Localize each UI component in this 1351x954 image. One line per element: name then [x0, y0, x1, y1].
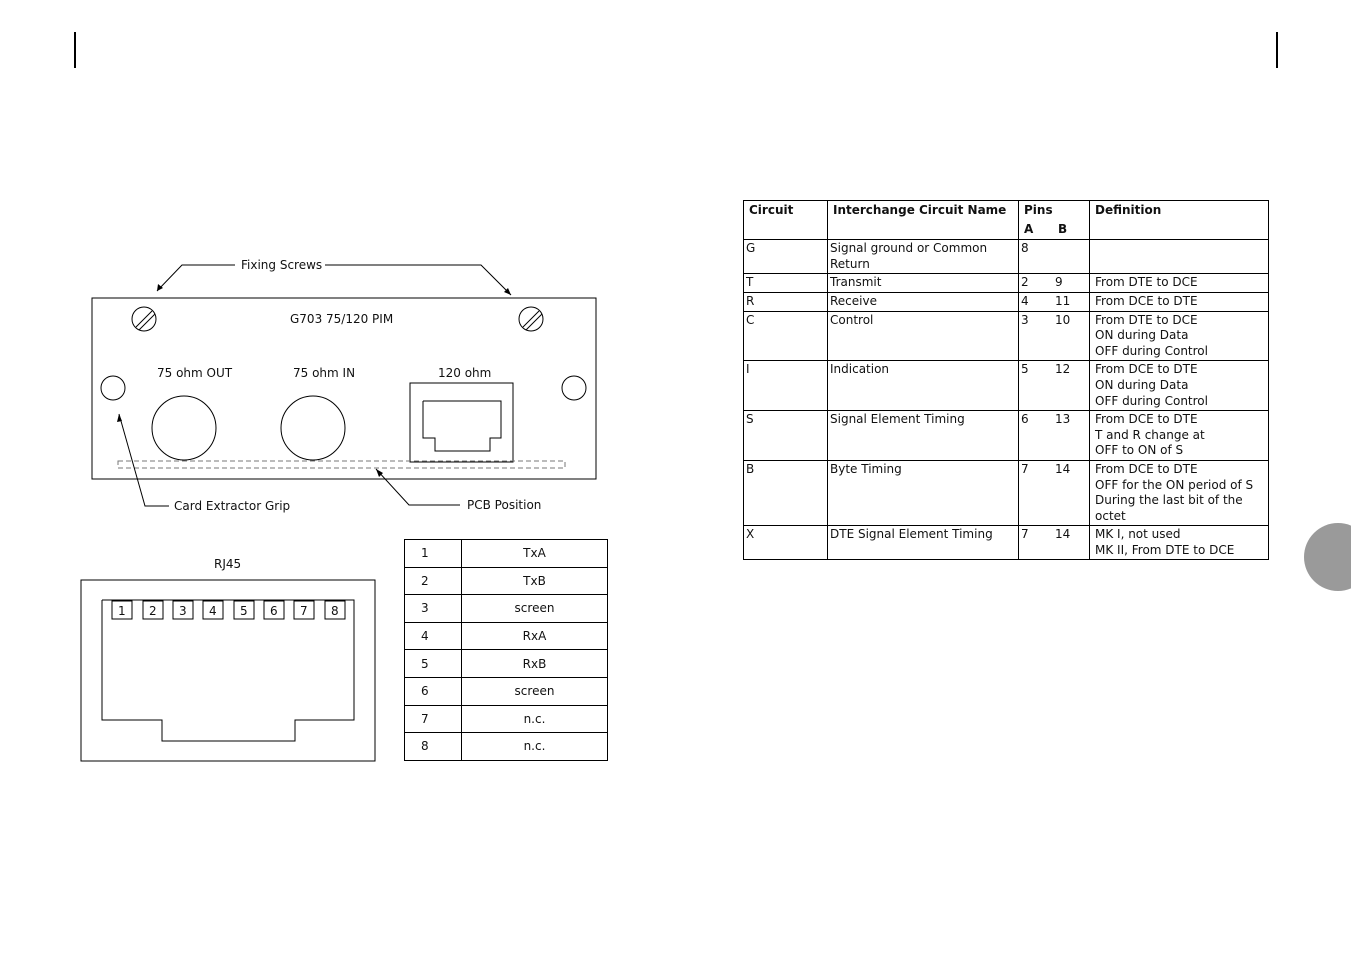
pin-b-value: 14	[1055, 461, 1071, 476]
rj45-pin-label: 6	[270, 604, 278, 618]
pin-a-header: A	[1024, 221, 1034, 236]
pin-number: 2	[405, 567, 462, 595]
circuit-name: Indication	[828, 361, 1019, 411]
circuit-pins	[1019, 526, 1090, 560]
screw-icon	[519, 307, 543, 331]
circuit-code: S	[744, 411, 828, 461]
pim-title: G703 75/120 PIM	[290, 312, 394, 326]
pin-number: 3	[405, 595, 462, 623]
rj45-pin-row	[112, 601, 345, 619]
pin-signal: n.c.	[462, 705, 608, 733]
definition-line: OFF during Control	[1095, 343, 1208, 358]
circuit-code: X	[744, 526, 828, 560]
circuit-name: DTE Signal Element Timing	[828, 526, 1019, 560]
extractor-hole-right	[562, 376, 586, 400]
pin-b-value: 14	[1055, 527, 1071, 542]
pin-b-value: 9	[1055, 275, 1063, 290]
bnc-in-connector	[281, 396, 345, 460]
fixing-screws-label: Fixing Screws	[241, 258, 323, 272]
circuit-definition	[1090, 526, 1269, 560]
table-row	[744, 292, 1269, 311]
table-row	[744, 274, 1269, 293]
table-row	[405, 595, 608, 623]
rj45-pin-label: 2	[149, 604, 157, 618]
pin-signal: RxB	[462, 650, 608, 678]
definition-line: OFF to ON of S	[1095, 443, 1184, 458]
fixing-screws-leader-right	[325, 265, 511, 295]
pcb-position-label: PCB Position	[467, 498, 542, 512]
pin-signal: TxA	[462, 540, 608, 568]
rj45-pin-label: 1	[118, 604, 126, 618]
card-extractor-leader	[119, 414, 169, 506]
circuit-pins	[1019, 411, 1090, 461]
circuit-definition	[1090, 240, 1269, 274]
table-row	[744, 526, 1269, 560]
pin-number: 1	[405, 540, 462, 568]
table-row	[405, 705, 608, 733]
pin-b-header: B	[1058, 221, 1068, 236]
table-row	[405, 677, 608, 705]
port-120-label: 120 ohm	[438, 366, 492, 380]
pin-a-value: 7	[1021, 527, 1029, 542]
pin-a-value: 5	[1021, 362, 1029, 377]
pin-number: 5	[405, 650, 462, 678]
rj45-pin-label: 8	[331, 604, 339, 618]
circuit-code: T	[744, 274, 828, 293]
circuit-definition	[1090, 460, 1269, 525]
pin-number: 8	[405, 733, 462, 761]
definition-line: From DCE to DTE	[1095, 461, 1198, 476]
rj45-pin-label: 7	[300, 604, 308, 618]
circuit-code: B	[744, 460, 828, 525]
circuit-pins	[1019, 311, 1090, 361]
pin-b-value: 11	[1055, 293, 1071, 308]
rj45-socket-outline	[410, 383, 513, 462]
col-header-definition: Definition	[1090, 201, 1269, 240]
card-extractor-label: Card Extractor Grip	[174, 499, 291, 513]
col-header-name: Interchange Circuit Name	[828, 201, 1019, 240]
fixing-screws-leader-left	[157, 265, 235, 291]
rj45-pin-label: 3	[179, 604, 187, 618]
table-row	[744, 411, 1269, 461]
pin-b-value: 12	[1055, 362, 1071, 377]
definition-line: T and R change at	[1095, 427, 1205, 442]
table-row	[744, 460, 1269, 525]
circuit-pins	[1019, 240, 1090, 274]
definition-line: MK II, From DTE to DCE	[1095, 542, 1235, 557]
pin-a-value: 3	[1021, 312, 1029, 327]
col-header-pins	[1019, 201, 1090, 240]
rj45-pin-label: 4	[209, 604, 217, 618]
table-row	[744, 311, 1269, 361]
circuit-definition	[1090, 361, 1269, 411]
circuit-pins	[1019, 361, 1090, 411]
definition-line: From DCE to DTE	[1095, 412, 1198, 427]
definition-line: From DCE to DTE	[1095, 362, 1198, 377]
pin-a-value: 7	[1021, 461, 1029, 476]
col-header-circuit: Circuit	[744, 201, 828, 240]
pin-number: 6	[405, 677, 462, 705]
pin-signal: screen	[462, 595, 608, 623]
pcb-position-leader	[376, 469, 460, 505]
port-75-out-label: 75 ohm OUT	[157, 366, 233, 380]
circuit-name: Signal Element Timing	[828, 411, 1019, 461]
circuit-code: G	[744, 240, 828, 274]
table-row	[744, 361, 1269, 411]
pin-number: 7	[405, 705, 462, 733]
rj45-title: RJ45	[214, 557, 242, 571]
circuit-name: Byte Timing	[828, 460, 1019, 525]
rj45-pin-table	[404, 539, 608, 761]
port-75-in-label: 75 ohm IN	[293, 366, 356, 380]
pin-a-value: 4	[1021, 293, 1029, 308]
circuit-code: R	[744, 292, 828, 311]
right-margin-mark	[1276, 32, 1278, 68]
pin-b-value: 10	[1055, 312, 1071, 327]
definition-line: OFF during Control	[1095, 393, 1208, 408]
definition-line: From DCE to DTE	[1095, 293, 1198, 308]
circuit-definition	[1090, 411, 1269, 461]
rj45-pin-label: 5	[240, 604, 248, 618]
circuit-pins	[1019, 460, 1090, 525]
table-row	[405, 540, 608, 568]
circuit-definition	[1090, 292, 1269, 311]
definition-line: From DTE to DCE	[1095, 275, 1198, 290]
definition-line: During the last bit of the octet	[1095, 493, 1243, 523]
circuit-code: I	[744, 361, 828, 411]
interchange-circuit-table	[743, 200, 1269, 560]
definition-line: MK I, not used	[1095, 527, 1181, 542]
pin-a-value: 8	[1021, 241, 1029, 256]
definition-line: From DTE to DCE	[1095, 312, 1198, 327]
rj45-socket-icon	[423, 401, 501, 451]
circuit-name: Receive	[828, 292, 1019, 311]
circuit-definition	[1090, 311, 1269, 361]
pin-signal: TxB	[462, 567, 608, 595]
pin-a-value: 6	[1021, 412, 1029, 427]
table-row	[405, 567, 608, 595]
circuit-pins	[1019, 274, 1090, 293]
pin-b-value: 13	[1055, 412, 1071, 427]
circuit-definition	[1090, 274, 1269, 293]
table-row	[405, 650, 608, 678]
page-tab-marker	[1304, 523, 1351, 591]
pin-signal: n.c.	[462, 733, 608, 761]
circuit-name: Transmit	[828, 274, 1019, 293]
table-row	[744, 240, 1269, 274]
table-row	[405, 622, 608, 650]
definition-line: ON during Data	[1095, 377, 1189, 392]
circuit-name: Signal ground or Common Return	[828, 240, 1019, 274]
pin-signal: RxA	[462, 622, 608, 650]
pins-header-label: Pins	[1024, 203, 1053, 217]
definition-line: OFF for the ON period of S	[1095, 477, 1254, 492]
extractor-hole-left	[101, 376, 125, 400]
circuit-pins	[1019, 292, 1090, 311]
definition-line: ON during Data	[1095, 328, 1189, 343]
pin-signal: screen	[462, 677, 608, 705]
table-header-row	[744, 201, 1269, 240]
rj45-jack-outline	[102, 600, 354, 741]
screw-icon	[132, 307, 156, 331]
circuit-name: Control	[828, 311, 1019, 361]
table-row	[405, 733, 608, 761]
pin-number: 4	[405, 622, 462, 650]
circuit-code: C	[744, 311, 828, 361]
bnc-out-connector	[152, 396, 216, 460]
pin-a-value: 2	[1021, 275, 1029, 290]
